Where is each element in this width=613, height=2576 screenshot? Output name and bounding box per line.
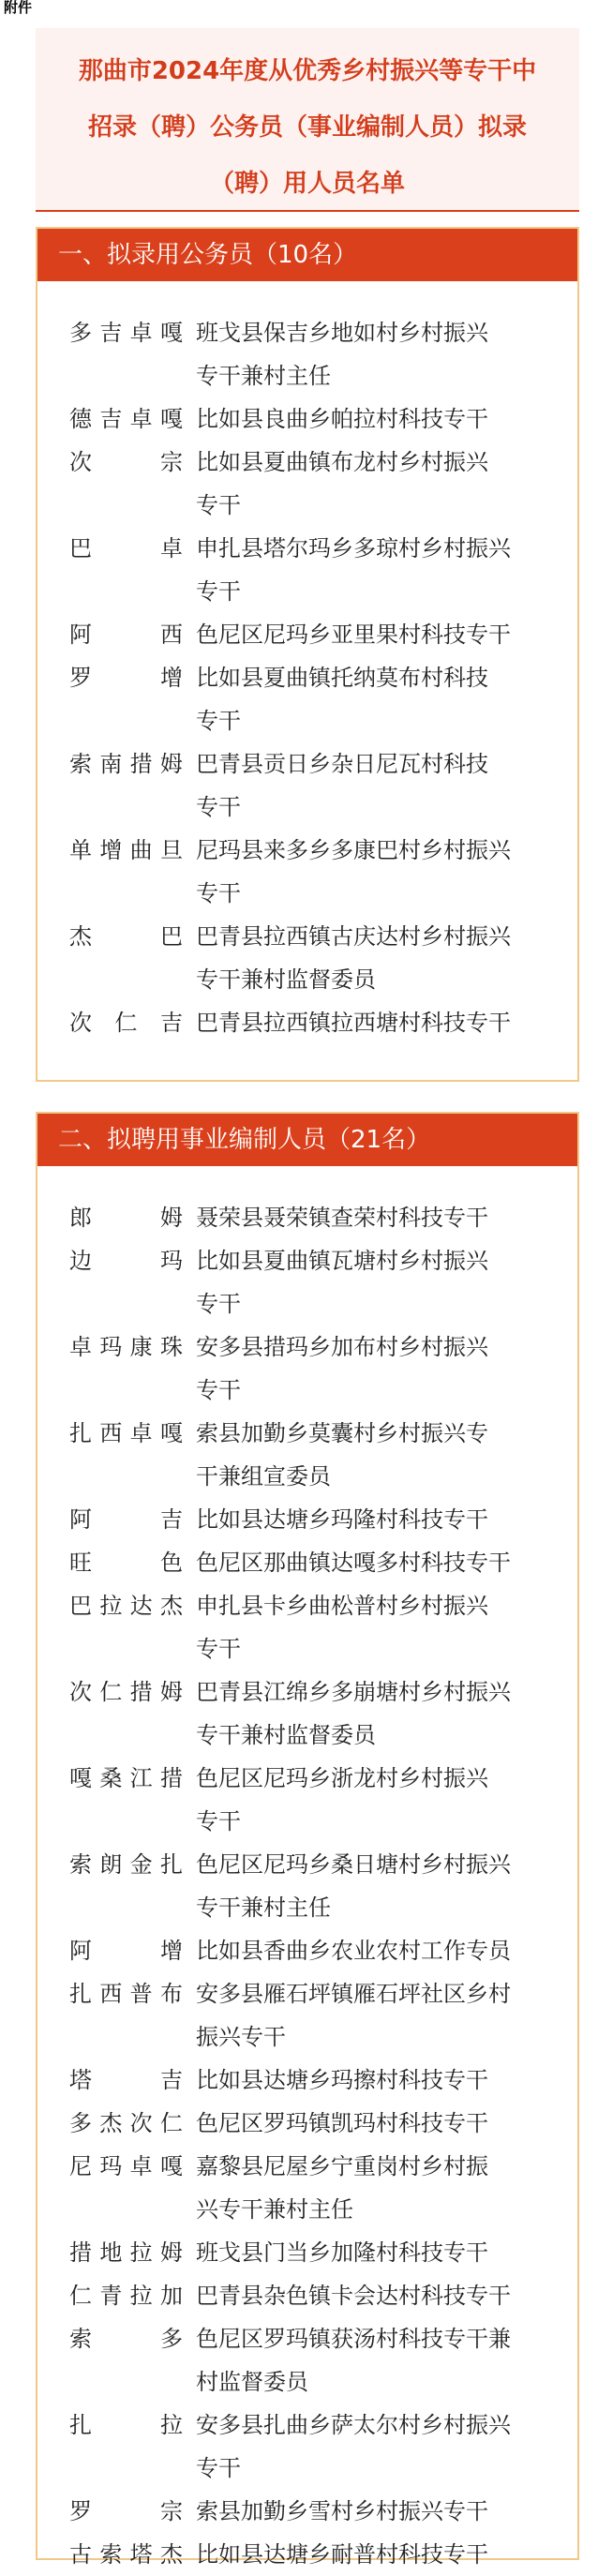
position-title (187, 441, 559, 527)
position-line: 专干 (196, 708, 241, 734)
position-title (187, 2490, 559, 2533)
position-line: 专干兼村监督委员 (196, 1722, 376, 1748)
person-name: 边 玛 (69, 1248, 183, 1274)
person-name: 罗 宗 (69, 2498, 183, 2524)
position-title (187, 311, 559, 397)
position-title (187, 1757, 559, 1843)
person-name: 阿 西 (69, 622, 183, 648)
list-item (69, 1972, 559, 2059)
person-name: 仁青拉加 (69, 2283, 183, 2309)
position-title (187, 1972, 559, 2059)
list-item (69, 1670, 559, 1757)
position-line: 比如县达塘乡玛隆村科技专干 (196, 1506, 488, 1533)
person-name: 郎 姆 (69, 1205, 183, 1231)
list-item (69, 1584, 559, 1670)
position-line: 聂荣县聂荣镇查荣村科技专干 (196, 1205, 488, 1231)
list-item (69, 2231, 559, 2274)
position-title (187, 742, 559, 829)
position-title (187, 915, 559, 1001)
person-name: 德吉卓嘎 (69, 406, 183, 432)
person-name: 阿 吉 (69, 1506, 183, 1533)
position-title (187, 1412, 559, 1498)
person-name: 塔 吉 (69, 2067, 183, 2093)
position-title (187, 2317, 559, 2404)
person-name: 索朗金扎 (69, 1851, 183, 1878)
list-item (69, 2145, 559, 2231)
list-item (69, 915, 559, 1001)
person-name: 多吉卓嘎 (69, 320, 183, 346)
list-item (69, 2102, 559, 2145)
position-title (187, 2059, 559, 2102)
position-line: 巴青县拉西镇拉西塘村科技专干 (196, 1010, 511, 1036)
position-title (187, 1670, 559, 1757)
person-name: 次仁措姆 (69, 1679, 183, 1705)
list-item (69, 527, 559, 613)
list-item (69, 1239, 559, 1325)
position-title (187, 1843, 559, 1929)
document-title (36, 28, 579, 212)
position-title (187, 1239, 559, 1325)
list-item (69, 1325, 559, 1412)
position-line: 巴青县贡日乡杂日尼瓦村科技 (196, 751, 488, 777)
person-name: 旺 色 (69, 1550, 183, 1576)
position-title (187, 2274, 559, 2317)
position-line: 安多县扎曲乡萨太尔村乡村振兴 (196, 2412, 511, 2438)
position-line: 申扎县塔尔玛乡多琼村乡村振兴 (196, 535, 511, 562)
position-title (187, 1541, 559, 1584)
document-title-box (36, 28, 579, 212)
position-line: 比如县良曲乡帕拉村科技专干 (196, 406, 488, 432)
title-line-1: 那曲市2024年度从优秀乡村振兴等专干中 (78, 57, 537, 85)
position-line: 巴青县拉西镇古庆达村乡村振兴 (196, 923, 511, 950)
position-line: 专干 (196, 1808, 241, 1835)
person-name: 单增曲旦 (69, 837, 183, 863)
attachment-label: 附件 (4, 0, 33, 16)
list-item (69, 742, 559, 829)
list-item (69, 2274, 559, 2317)
position-line: 嘉黎县尼屋乡宁重岗村乡村振 (196, 2153, 488, 2179)
position-title (187, 1196, 559, 1239)
person-name: 扎西卓嘎 (69, 1420, 183, 1446)
position-line: 色尼区罗玛镇凯玛村科技专干 (196, 2110, 488, 2136)
position-line: 专干 (196, 1636, 241, 1662)
position-title (187, 2404, 559, 2490)
position-line: 色尼区尼玛乡桑日塘村乡村振兴 (196, 1851, 511, 1878)
person-name: 次 仁 吉 (69, 1010, 183, 1036)
section-civil-servants (36, 227, 579, 1082)
person-name: 尼玛卓嘎 (69, 2153, 183, 2179)
list-item (69, 311, 559, 397)
list-item (69, 441, 559, 527)
position-line: 专干 (196, 794, 241, 820)
position-line: 索县加勤乡莫囊村乡村振兴专 (196, 1420, 488, 1446)
list-item (69, 1757, 559, 1843)
position-title (187, 829, 559, 915)
position-line: 比如县夏曲镇托纳莫布村科技 (196, 665, 488, 691)
person-name: 次 宗 (69, 449, 183, 475)
person-name: 阿 增 (69, 1938, 183, 1964)
position-title (187, 1929, 559, 1972)
position-line: 比如县夏曲镇瓦塘村乡村振兴 (196, 1248, 488, 1274)
list-item (69, 2533, 559, 2576)
title-line-3: （聘）用人员名单 (209, 170, 405, 198)
list-item (69, 829, 559, 915)
position-title (187, 2533, 559, 2576)
position-line: 色尼区罗玛镇获汤村科技专干兼 (196, 2326, 511, 2352)
section-heading: 一、拟录用公务员（10名） (37, 229, 577, 281)
person-name: 扎 拉 (69, 2412, 183, 2438)
position-line: 专干兼村主任 (196, 1895, 331, 1921)
list-item (69, 1196, 559, 1239)
person-name: 索 多 (69, 2326, 183, 2352)
position-line: 色尼区尼玛乡亚里果村科技专干 (196, 622, 511, 648)
position-line: 比如县香曲乡农业农村工作专员 (196, 1938, 511, 1964)
list-item (69, 2490, 559, 2533)
position-line: 班戈县门当乡加隆村科技专干 (196, 2239, 488, 2266)
position-line: 色尼区那曲镇达嘎多村科技专干 (196, 1550, 511, 1576)
person-name: 扎西普布 (69, 1981, 183, 2007)
position-line: 申扎县卡乡曲松普村乡村振兴 (196, 1593, 488, 1619)
list-item (69, 397, 559, 441)
title-line-2: 招录（聘）公务员（事业编制人员）拟录 (87, 113, 527, 142)
list-item (69, 656, 559, 742)
position-line: 尼玛县来多乡多康巴村乡村振兴 (196, 837, 511, 863)
position-line: 专干 (196, 2455, 241, 2481)
person-name: 嘎桑江措 (69, 1765, 183, 1791)
person-name: 杰 巴 (69, 923, 183, 950)
person-name: 巴拉达杰 (69, 1593, 183, 1619)
position-line: 专干 (196, 880, 241, 906)
person-name: 多杰次仁 (69, 2110, 183, 2136)
position-title (187, 1498, 559, 1541)
position-line: 比如县夏曲镇布龙村乡村振兴 (196, 449, 488, 475)
position-title (187, 527, 559, 613)
position-line: 振兴专干 (196, 2024, 286, 2050)
section-body (37, 1166, 577, 2576)
list-item (69, 2404, 559, 2490)
position-title (187, 2102, 559, 2145)
position-line: 专干兼村监督委员 (196, 966, 376, 993)
position-line: 安多县措玛乡加布村乡村振兴 (196, 1334, 488, 1360)
list-item (69, 1929, 559, 1972)
person-name: 古索塔杰 (69, 2541, 183, 2568)
position-line: 比如县达塘乡耐普村科技专干 (196, 2541, 488, 2568)
list-item (69, 2317, 559, 2404)
position-line: 班戈县保吉乡地如村乡村振兴 (196, 320, 488, 346)
position-line: 索县加勤乡雪村乡村振兴专干 (196, 2498, 488, 2524)
position-line: 兴专干兼村主任 (196, 2196, 353, 2223)
position-title (187, 1001, 559, 1044)
position-line: 安多县雁石坪镇雁石坪社区乡村 (196, 1981, 511, 2007)
position-line: 专干 (196, 492, 241, 518)
list-item (69, 1541, 559, 1584)
position-line: 专干 (196, 578, 241, 605)
position-line: 比如县达塘乡玛擦村科技专干 (196, 2067, 488, 2093)
section-body (37, 281, 577, 1044)
position-title (187, 397, 559, 441)
list-item (69, 2059, 559, 2102)
position-title (187, 656, 559, 742)
position-line: 巴青县江绵乡多崩塘村乡村振兴 (196, 1679, 511, 1705)
person-name: 罗 增 (69, 665, 183, 691)
list-item (69, 1001, 559, 1044)
position-line: 村监督委员 (196, 2369, 308, 2395)
position-title (187, 613, 559, 656)
list-item (69, 1498, 559, 1541)
position-line: 色尼区尼玛乡浙龙村乡村振兴 (196, 1765, 488, 1791)
person-name: 巴 卓 (69, 535, 183, 562)
position-title (187, 1584, 559, 1670)
position-line: 专干 (196, 1291, 241, 1317)
position-line: 干兼组宣委员 (196, 1463, 331, 1490)
position-title (187, 1325, 559, 1412)
position-title (187, 2231, 559, 2274)
person-name: 措地拉姆 (69, 2239, 183, 2266)
position-line: 专干兼村主任 (196, 363, 331, 389)
section-heading: 二、拟聘用事业编制人员（21名） (37, 1114, 577, 1166)
position-line: 巴青县杂色镇卡会达村科技专干 (196, 2283, 511, 2309)
position-line: 专干 (196, 1377, 241, 1403)
list-item (69, 1412, 559, 1498)
section-institution-staff (36, 1112, 579, 2568)
list-item (69, 613, 559, 656)
list-item (69, 1843, 559, 1929)
person-name: 卓玛康珠 (69, 1334, 183, 1360)
person-name: 索南措姆 (69, 751, 183, 777)
position-title (187, 2145, 559, 2231)
